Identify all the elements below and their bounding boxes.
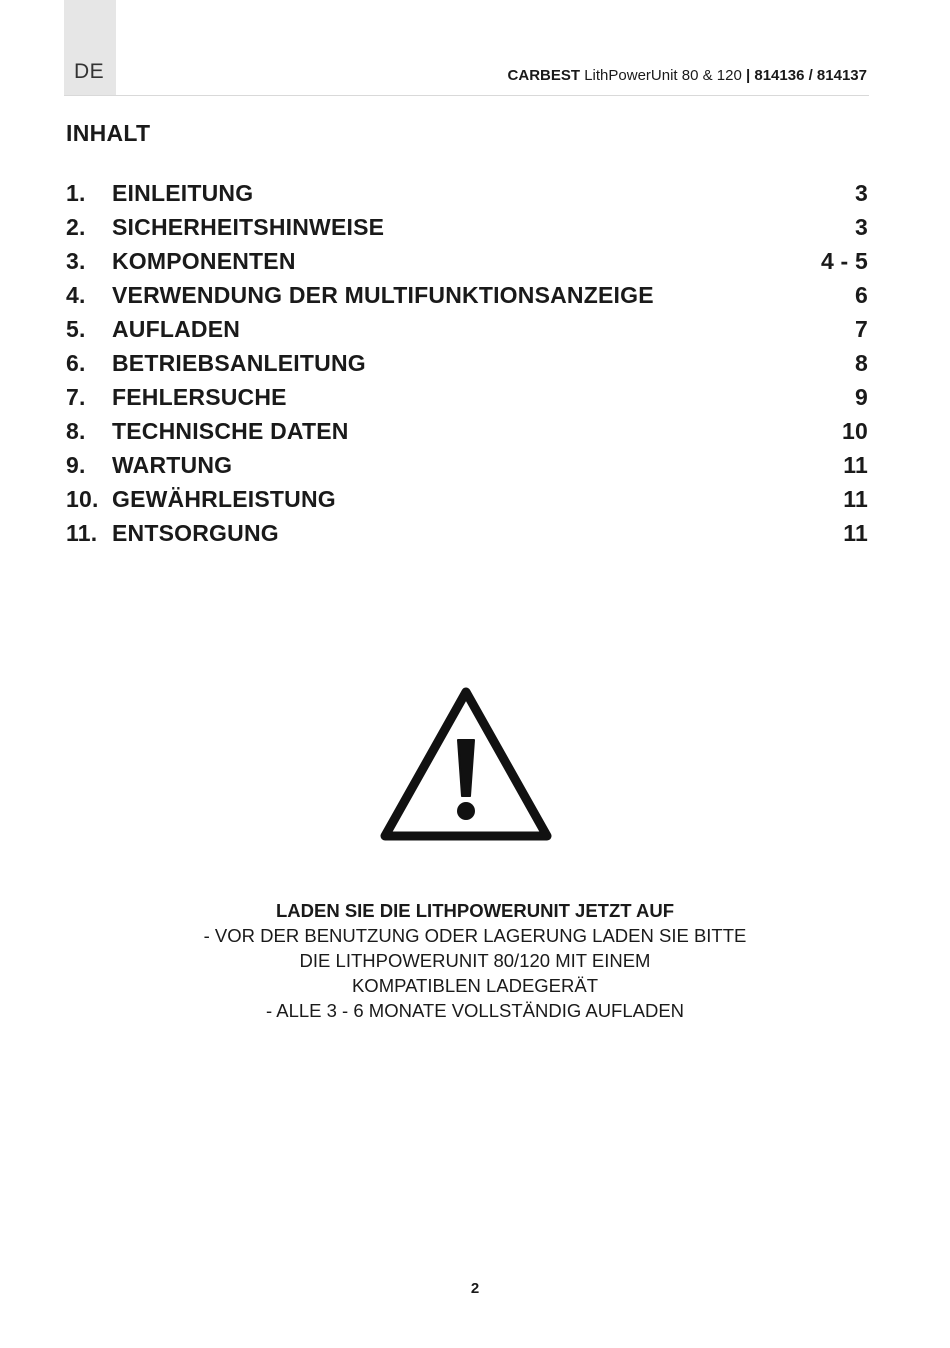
toc-item-label: EINLEITUNG (112, 179, 254, 206)
table-of-contents (66, 176, 868, 550)
page-number: 2 (470, 1280, 480, 1297)
notice-line: KOMPATIBLEN LADEGERÄT (351, 975, 599, 996)
header-separator: | (746, 67, 751, 84)
header-divider (64, 95, 869, 96)
toc-item-label: WARTUNG (112, 451, 233, 478)
toc-item-number: 7. (66, 383, 86, 410)
brand-name: CARBEST (507, 67, 581, 84)
toc-item-label: BETRIEBSANLEITUNG (112, 349, 366, 376)
toc-item-page: 8 (855, 349, 868, 376)
toc-item-page: 11 (843, 485, 868, 512)
document-header (508, 67, 867, 84)
toc-item-page: 7 (855, 315, 868, 342)
toc-item-number: 1. (66, 179, 86, 206)
toc-item-entsorgung[interactable] (66, 516, 868, 550)
toc-item-label: ENTSORGUNG (112, 519, 279, 546)
toc-item-label: AUFLADEN (112, 315, 241, 342)
charging-notice (175, 898, 775, 1023)
toc-item-number: 8. (66, 417, 86, 444)
toc-item-number: 5. (66, 315, 86, 342)
language-label: DE (74, 60, 105, 83)
toc-title: INHALT (66, 120, 151, 146)
toc-item-number: 3. (66, 247, 86, 274)
toc-item-multifunktionsanzeige[interactable] (66, 278, 868, 312)
notice-headline: LADEN SIE DIE LITHPOWERUNIT JETZT AUF (275, 900, 675, 921)
toc-item-label: TECHNISCHE DATEN (112, 417, 349, 444)
notice-line: - VOR DER BENUTZUNG ODER LAGERUNG LADEN SIE BITTE (203, 925, 747, 946)
toc-item-number: 10. (66, 485, 99, 512)
toc-item-page: 4 - 5 (820, 247, 868, 274)
toc-item-page: 11 (843, 519, 868, 546)
toc-item-number: 4. (66, 281, 86, 308)
toc-item-komponenten[interactable] (66, 244, 868, 278)
toc-item-label: VERWENDUNG DER MULTIFUNKTIONSANZEIGE (112, 281, 654, 308)
notice-line: DIE LITHPOWERUNIT 80/120 MIT EINEM (299, 950, 651, 971)
toc-item-number: 6. (66, 349, 86, 376)
toc-item-label: GEWÄHRLEISTUNG (112, 485, 336, 512)
toc-item-aufladen[interactable] (66, 312, 868, 346)
toc-item-page: 10 (842, 417, 868, 444)
toc-item-page: 3 (855, 179, 868, 206)
toc-item-page: 3 (855, 213, 868, 240)
toc-item-technische-daten[interactable] (66, 414, 868, 448)
toc-item-number: 2. (66, 213, 86, 240)
toc-item-wartung[interactable] (66, 448, 868, 482)
notice-line: - ALLE 3 - 6 MONATE VOLLSTÄNDIG AUFLADEN (265, 1000, 685, 1021)
toc-item-label: FEHLERSUCHE (112, 383, 287, 410)
toc-item-sicherheitshinweise[interactable] (66, 210, 868, 244)
toc-item-fehlersuche[interactable] (66, 380, 868, 414)
toc-item-label: SICHERHEITSHINWEISE (112, 213, 385, 240)
language-tab (64, 0, 116, 96)
toc-item-label: KOMPONENTEN (112, 247, 296, 274)
toc-item-number: 11. (66, 519, 98, 546)
toc-item-page: 6 (855, 281, 868, 308)
toc-item-gewaehrleistung[interactable] (66, 482, 868, 516)
article-codes: 814136 / 814137 (754, 67, 867, 84)
product-name: LithPowerUnit 80 & 120 (584, 67, 742, 84)
warning-triangle-icon (377, 684, 555, 842)
toc-item-einleitung[interactable] (66, 176, 868, 210)
toc-item-page: 9 (855, 383, 868, 410)
toc-item-betriebsanleitung[interactable] (66, 346, 868, 380)
toc-item-number: 9. (66, 451, 86, 478)
toc-item-page: 11 (843, 451, 868, 478)
